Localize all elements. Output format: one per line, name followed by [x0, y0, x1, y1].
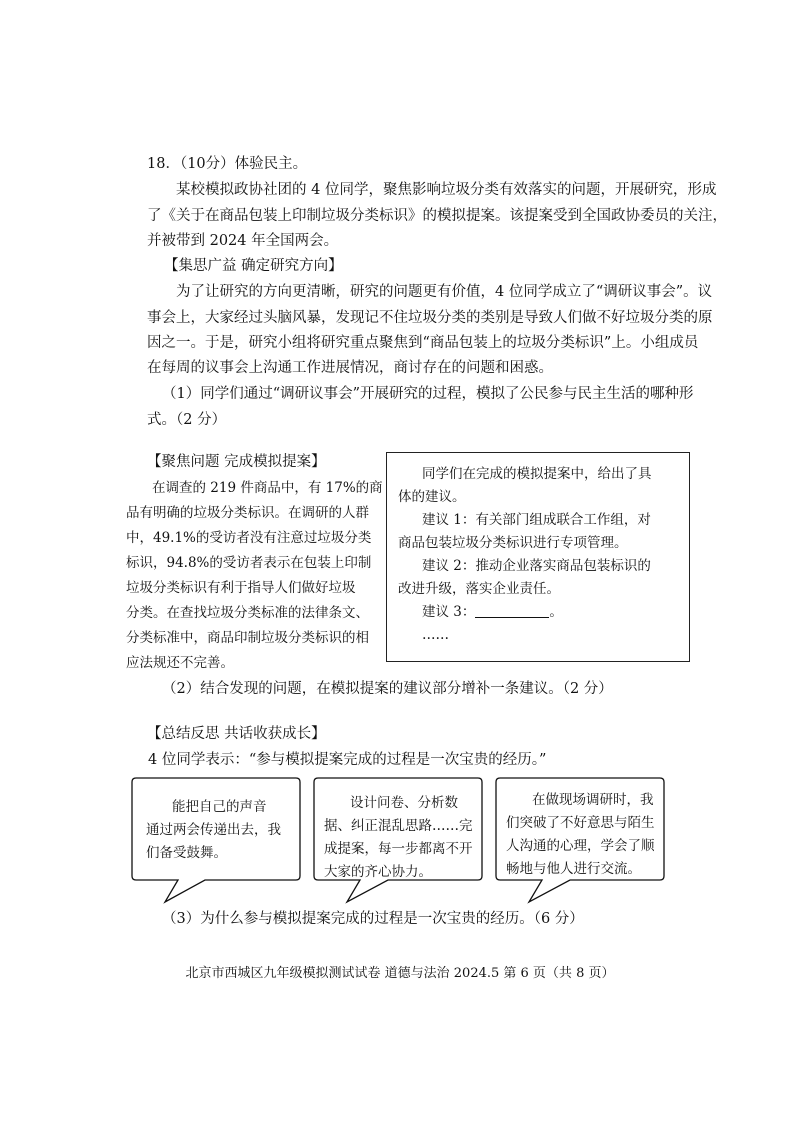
- intro-line-2: 了《关于在商品包装上印制垃圾分类标识》的模拟提案。该提案受到全国政协委员的关注，: [147, 208, 727, 224]
- survey-text-4: 标识，94.8%的受访者表示在包装上印制: [126, 555, 372, 571]
- section1-body-4: 在每周的议事会上沟通工作进展情况，商讨存在的问题和困惑。: [147, 360, 553, 376]
- section2-title: 【聚焦问题 完成模拟提案】: [147, 454, 326, 470]
- bubble-3-line-3: 人沟通的心理，学会了顺: [506, 838, 655, 854]
- section1-body-3: 因之一。于是，研究小组将研究重点聚焦到“商品包装上的垃圾分类标识”上。小组成员: [147, 335, 699, 351]
- bubble-2-line-1: 设计问卷、分析数: [350, 795, 458, 811]
- suggestion-2-line-1: 建议 2：推动企业落实商品包装标识的: [422, 558, 651, 574]
- survey-text-3: 中，49.1%的受访者没有注意过垃圾分类: [126, 530, 372, 546]
- bubble-3-line-1: 在做现场调研时，我: [532, 792, 654, 808]
- question-3: （3）为什么参与模拟提案完成的过程是一次宝贵的经历。（6 分）: [162, 911, 584, 927]
- bubble-3-line-4: 畅地与他人进行交流。: [506, 861, 641, 877]
- bubble-3-line-2: 们突破了不好意思与陌生: [506, 815, 655, 831]
- suggestion-1-line-2: 商品包装垃圾分类标识进行专项管理。: [398, 535, 628, 551]
- bubble-1-line-2: 通过两会传递出去，我: [146, 822, 281, 838]
- question-2: （2）结合发现的问题，在模拟提案的建议部分增补一条建议。（2 分）: [162, 681, 613, 697]
- suggestion-1-line-1: 建议 1：有关部门组成联合工作组，对: [422, 512, 651, 528]
- survey-text-2: 品有明确的垃圾分类标识。在调研的人群: [126, 505, 369, 521]
- suggestion-3-end: 。: [549, 604, 563, 620]
- bubble-2-line-2: 据、纠正混乱思路……完: [324, 818, 473, 834]
- survey-text-6: 分类。在查找垃圾分类标准的法律条文、: [126, 605, 369, 621]
- suggestion-box-line-1: 同学们在完成的模拟提案中，给出了具: [422, 466, 652, 482]
- section1-body-1: 为了让研究的方向更清晰，研究的问题更有价值，4 位同学成立了“调研议事会”。议: [176, 284, 713, 300]
- bubble-1-line-1: 能把自己的声音: [172, 799, 267, 815]
- survey-text-5: 垃圾分类标识有利于指导人们做好垃圾: [126, 580, 356, 596]
- section1-title: 【集思广益 确定研究方向】: [164, 258, 343, 274]
- survey-text-8: 应法规还不完善。: [126, 655, 234, 671]
- bubble-2-line-3: 成提案，每一步都离不开: [324, 841, 473, 857]
- bubble-2-line-4: 大家的齐心协力。: [324, 864, 432, 880]
- students-statement: 4 位同学表示：“参与模拟提案完成的过程是一次宝贵的经历。”: [148, 752, 547, 768]
- question-1-line-1: （1）同学们通过“调研议事会”开展研究的过程，模拟了公民参与民主生活的哪种形: [162, 386, 694, 402]
- intro-line-1: 某校模拟政协社团的 4 位同学，聚焦影响垃圾分类有效落实的问题，开展研究，形成: [176, 182, 717, 198]
- bubble-1-line-3: 们备受鼓舞。: [146, 845, 227, 861]
- suggestion-3-label: 建议 3：: [422, 604, 476, 620]
- suggestion-ellipsis: ……: [422, 627, 449, 643]
- question-header: 18．（10分）体验民主。: [147, 156, 308, 172]
- intro-line-3: 并被带到 2024 年全国两会。: [147, 233, 339, 249]
- question-1-line-2: 式。（2 分）: [147, 412, 227, 428]
- suggestion-box-line-2: 体的建议。: [398, 489, 466, 505]
- survey-text-1: 在调查的 219 件商品中，有 17%的商: [152, 480, 383, 496]
- survey-text-7: 分类标准中，商品印制垃圾分类标识的相: [126, 630, 369, 646]
- section3-title: 【总结反思 共话收获成长】: [147, 726, 326, 742]
- section1-body-2: 事会上，大家经过头脑风暴，发现记不住垃圾分类的类别是导致人们做不好垃圾分类的原: [147, 310, 713, 326]
- suggestion-2-line-2: 改进升级，落实企业责任。: [398, 581, 560, 597]
- page-footer: 北京市西城区九年级模拟测试试卷 道德与法治 2024.5 第 6 页（共 8 页）: [185, 966, 615, 981]
